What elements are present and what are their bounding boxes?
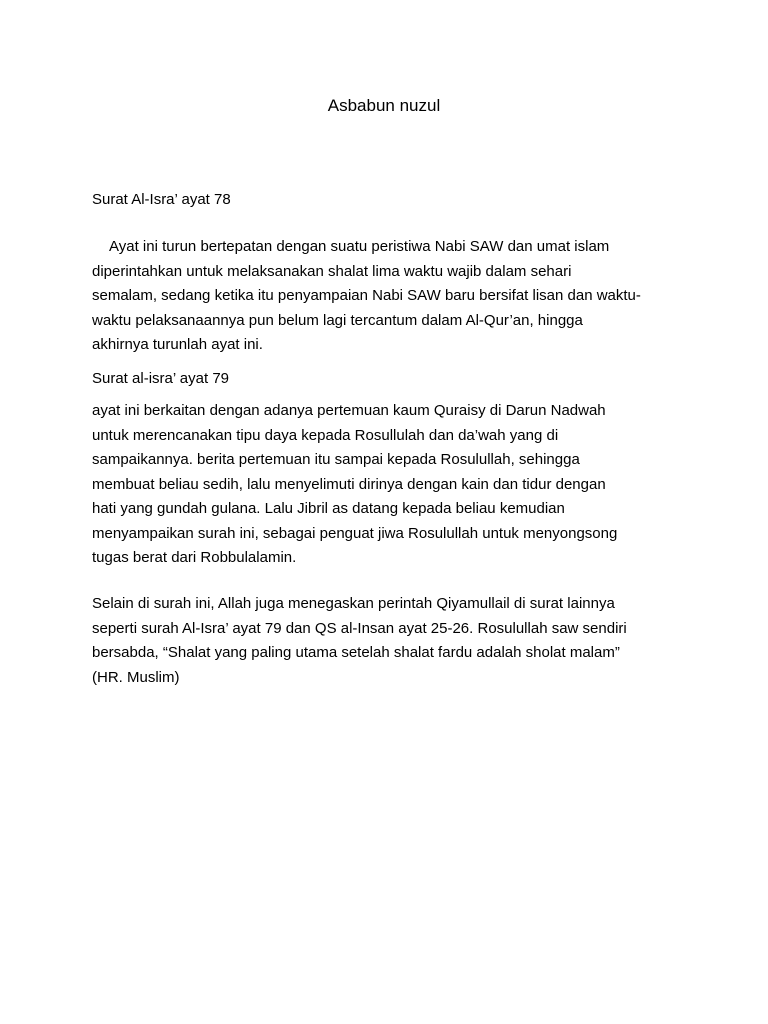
paragraph-line: akhirnya turunlah ayat ini. xyxy=(92,336,263,353)
section-heading-ayat-78: Surat Al-Isra’ ayat 78 xyxy=(92,191,231,208)
paragraph-line: Selain di surah ini, Allah juga menegaskan perintah Qiyamullail di surat lainnya xyxy=(92,595,615,612)
paragraph-line: bersabda, “Shalat yang paling utama setelah shalat fardu adalah sholat malam” xyxy=(92,644,620,661)
paragraph-line: seperti surah Al-Isra’ ayat 79 dan QS al-Insan ayat 25-26. Rosulullah saw sendiri xyxy=(92,619,627,637)
paragraph-line: sampaikannya. berita pertemuan itu sampai kepada Rosulullah, sehingga xyxy=(92,451,580,468)
paragraph-line: membuat beliau sedih, lalu menyelimuti dirinya dengan kain dan tidur dengan xyxy=(92,475,606,493)
section-paragraph-ayat-78 xyxy=(92,235,692,358)
paragraph-line: menyampaikan surah ini, sebagai penguat jiwa Rosulullah untuk menyongsong xyxy=(92,524,618,542)
paragraph-line: untuk merencanakan tipu daya kepada Rosullulah dan da’wah yang di xyxy=(92,426,559,444)
paragraph-line: waktu pelaksanaannya pun belum lagi tercantum dalam Al-Qur’an, hingga xyxy=(92,311,583,329)
section-heading-ayat-79: Surat al-isra’ ayat 79 xyxy=(92,370,230,387)
paragraph-line: tugas berat dari Robbulalamin. xyxy=(92,549,297,566)
section-paragraph-ayat-79 xyxy=(92,399,692,571)
paragraph-line: Ayat ini turun bertepatan dengan suatu peristiwa Nabi SAW dan umat islam xyxy=(109,238,610,255)
paragraph-line: semalam, sedang ketika itu penyampaian Nabi SAW baru bersifat lisan dan waktu- xyxy=(92,287,641,304)
document-title: Asbabun nuzul xyxy=(327,96,441,115)
paragraph-line: (HR. Muslim) xyxy=(92,668,180,686)
closing-paragraph xyxy=(92,592,692,690)
paragraph-line: hati yang gundah gulana. Lalu Jibril as datang kepada beliau kemudian xyxy=(92,500,565,517)
paragraph-line: diperintahkan untuk melaksanakan shalat lima waktu wajib dalam sehari xyxy=(92,262,572,280)
paragraph-line: ayat ini berkaitan dengan adanya pertemuan kaum Quraisy di Darun Nadwah xyxy=(92,402,606,419)
